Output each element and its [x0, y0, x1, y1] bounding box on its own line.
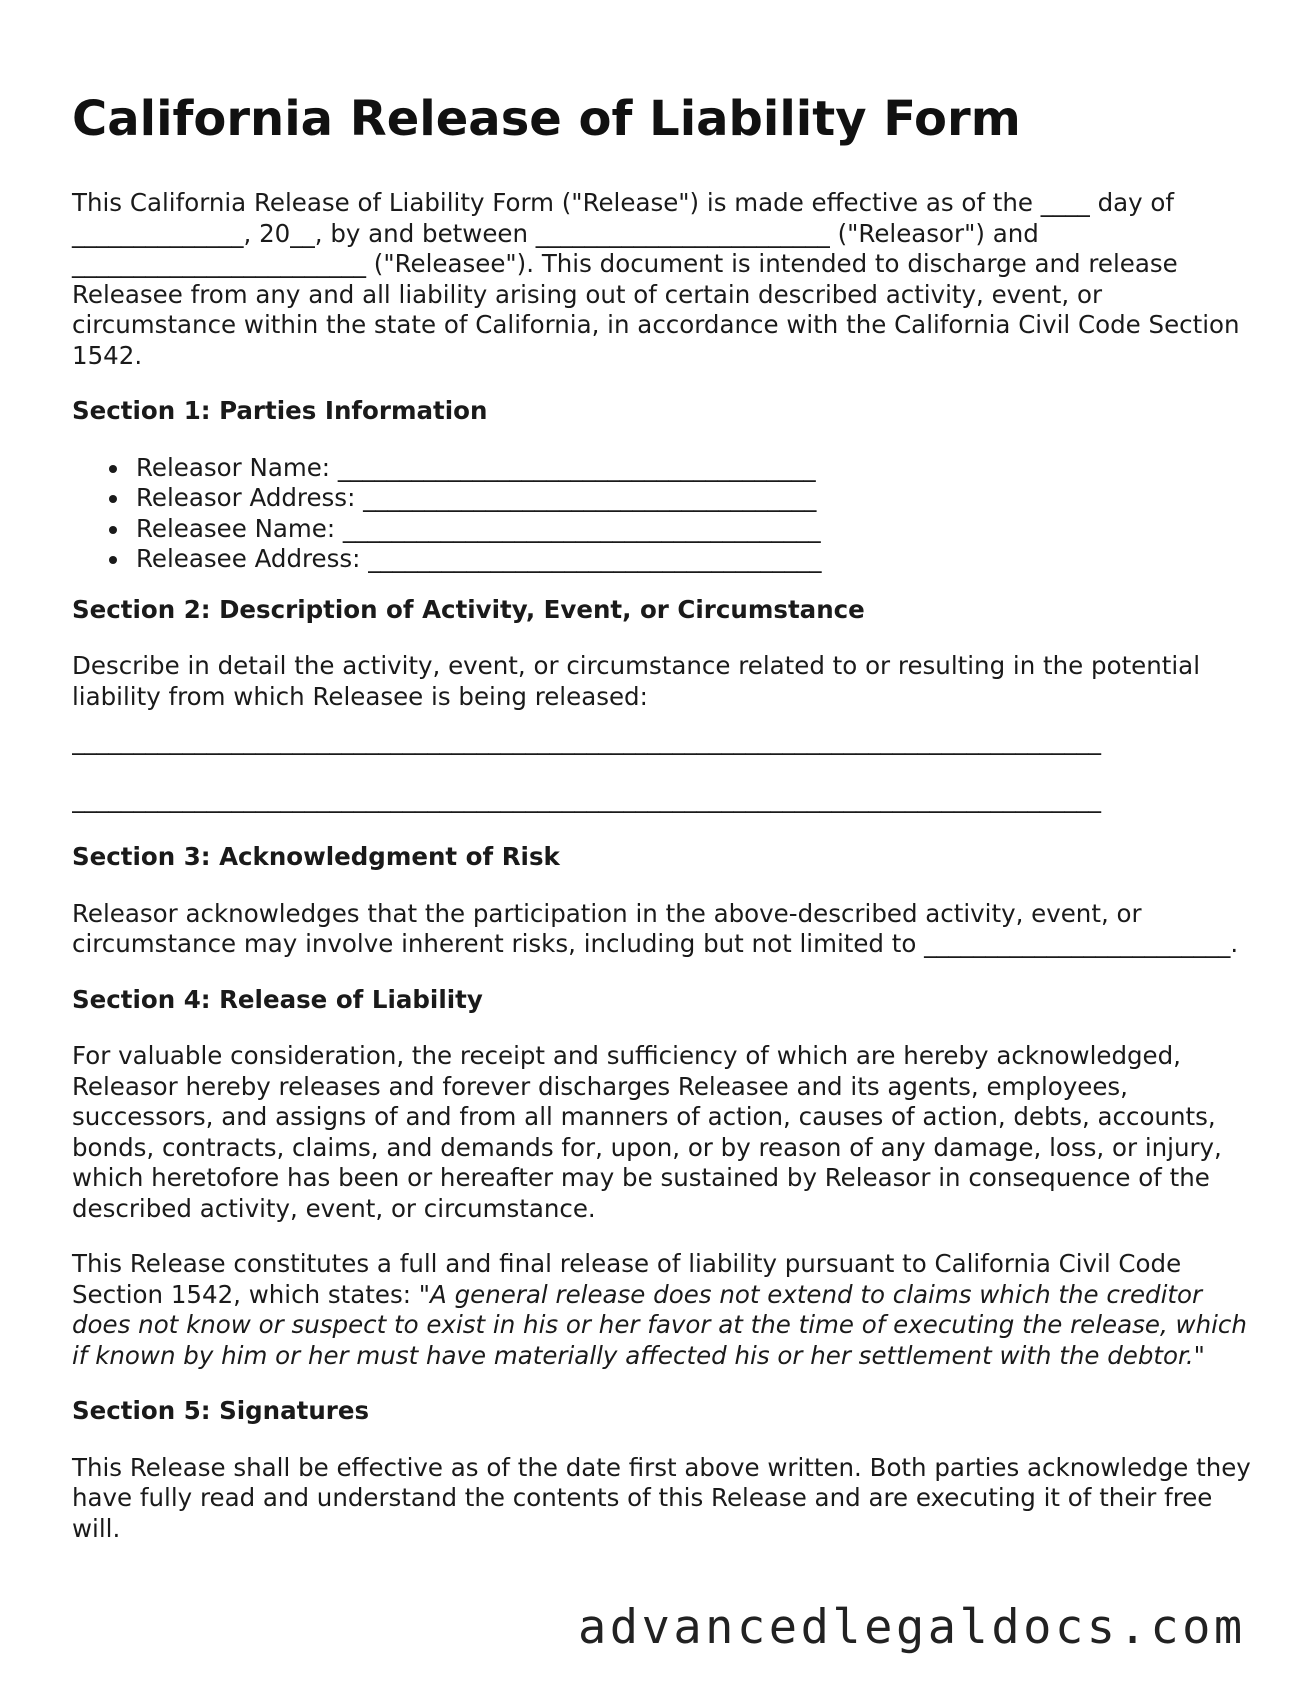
section-5-body: This Release shall be effective as of the date first above written. Both parties acknowledge they have fully read and understand the contents of this Release and are executing it of their free will. — [72, 1452, 1251, 1543]
section-4-body: For valuable consideration, the receipt and sufficiency of which are hereby acknowledged, Releasor hereby releases and forever discharges Releasee and its agents, employees, successors, and assigns of and from all manners of action, causes of action, debts, accounts, bonds, contracts, claims, and demands for, upon, or by reason of any damage, loss, or injury, which heretofore has been or hereafter may be sustained by Releasor in consequence of the described activity, event, or circumstance. — [72, 1041, 1222, 1223]
releasor-name-field: Releasor Name: _______________________________________ — [136, 453, 1252, 484]
section-1-heading: Section 1: Parties Information — [72, 396, 488, 425]
document-page — [72, 88, 1252, 1569]
description-blank-line-2: ____________________________________________________________________________________ — [72, 783, 1101, 813]
civil-code-lead: This Release constitutes a full and final release of liability pursuant to California Civil Code Section 1542, which states: — [72, 1249, 1182, 1309]
intro-paragraph: This California Release of Liability Form ("Release") is made effective as of the ____ day of ______________, 20__, by and between ________________________ ("Releasor") and ________________________ ("Releasee"). This document is intended to discharge and release Releasee from any and all liability arising out of certain described activity, event, or circumstance within the state of California, in accordance with the California Civil Code Section 1542. — [72, 188, 1240, 370]
releasee-name-field: Releasee Name: _______________________________________ — [136, 514, 1252, 545]
parties-list — [72, 453, 1252, 575]
section-2-body: Describe in detail the activity, event, or circumstance related to or resulting in the potential liability from which Releasee is being released: — [72, 651, 1201, 711]
releasor-address-field: Releasor Address: _____________________________________ — [136, 483, 1252, 514]
civil-code-paragraph — [72, 1249, 1252, 1371]
watermark-text: advancedlegaldocs.com — [578, 1600, 1246, 1655]
document-title: California Release of Liability Form — [72, 91, 1021, 147]
section-3-heading: Section 3: Acknowledgment of Risk — [72, 842, 560, 871]
releasee-address-field: Releasee Address: _____________________________________ — [136, 544, 1252, 575]
description-blank-line-1: ____________________________________________________________________________________ — [72, 726, 1101, 755]
civil-code-quote: "A general release does not extend to claims which the creditor does not know or suspect to exist in his or her favor at the time of executing the release, which if known by him or her must have materially affected his or her settlement with the debtor." — [72, 1279, 1247, 1370]
section-4-heading: Section 4: Release of Liability — [72, 984, 483, 1014]
section-5-heading: Section 5: Signatures — [72, 1396, 370, 1425]
section-2-heading: Section 2: Description of Activity, Event, or Circumstance — [72, 594, 865, 624]
section-3-body: Releasor acknowledges that the participation in the above-described activity, event, or circumstance may involve inherent risks, including but not limited to _________________________. — [72, 898, 1239, 958]
